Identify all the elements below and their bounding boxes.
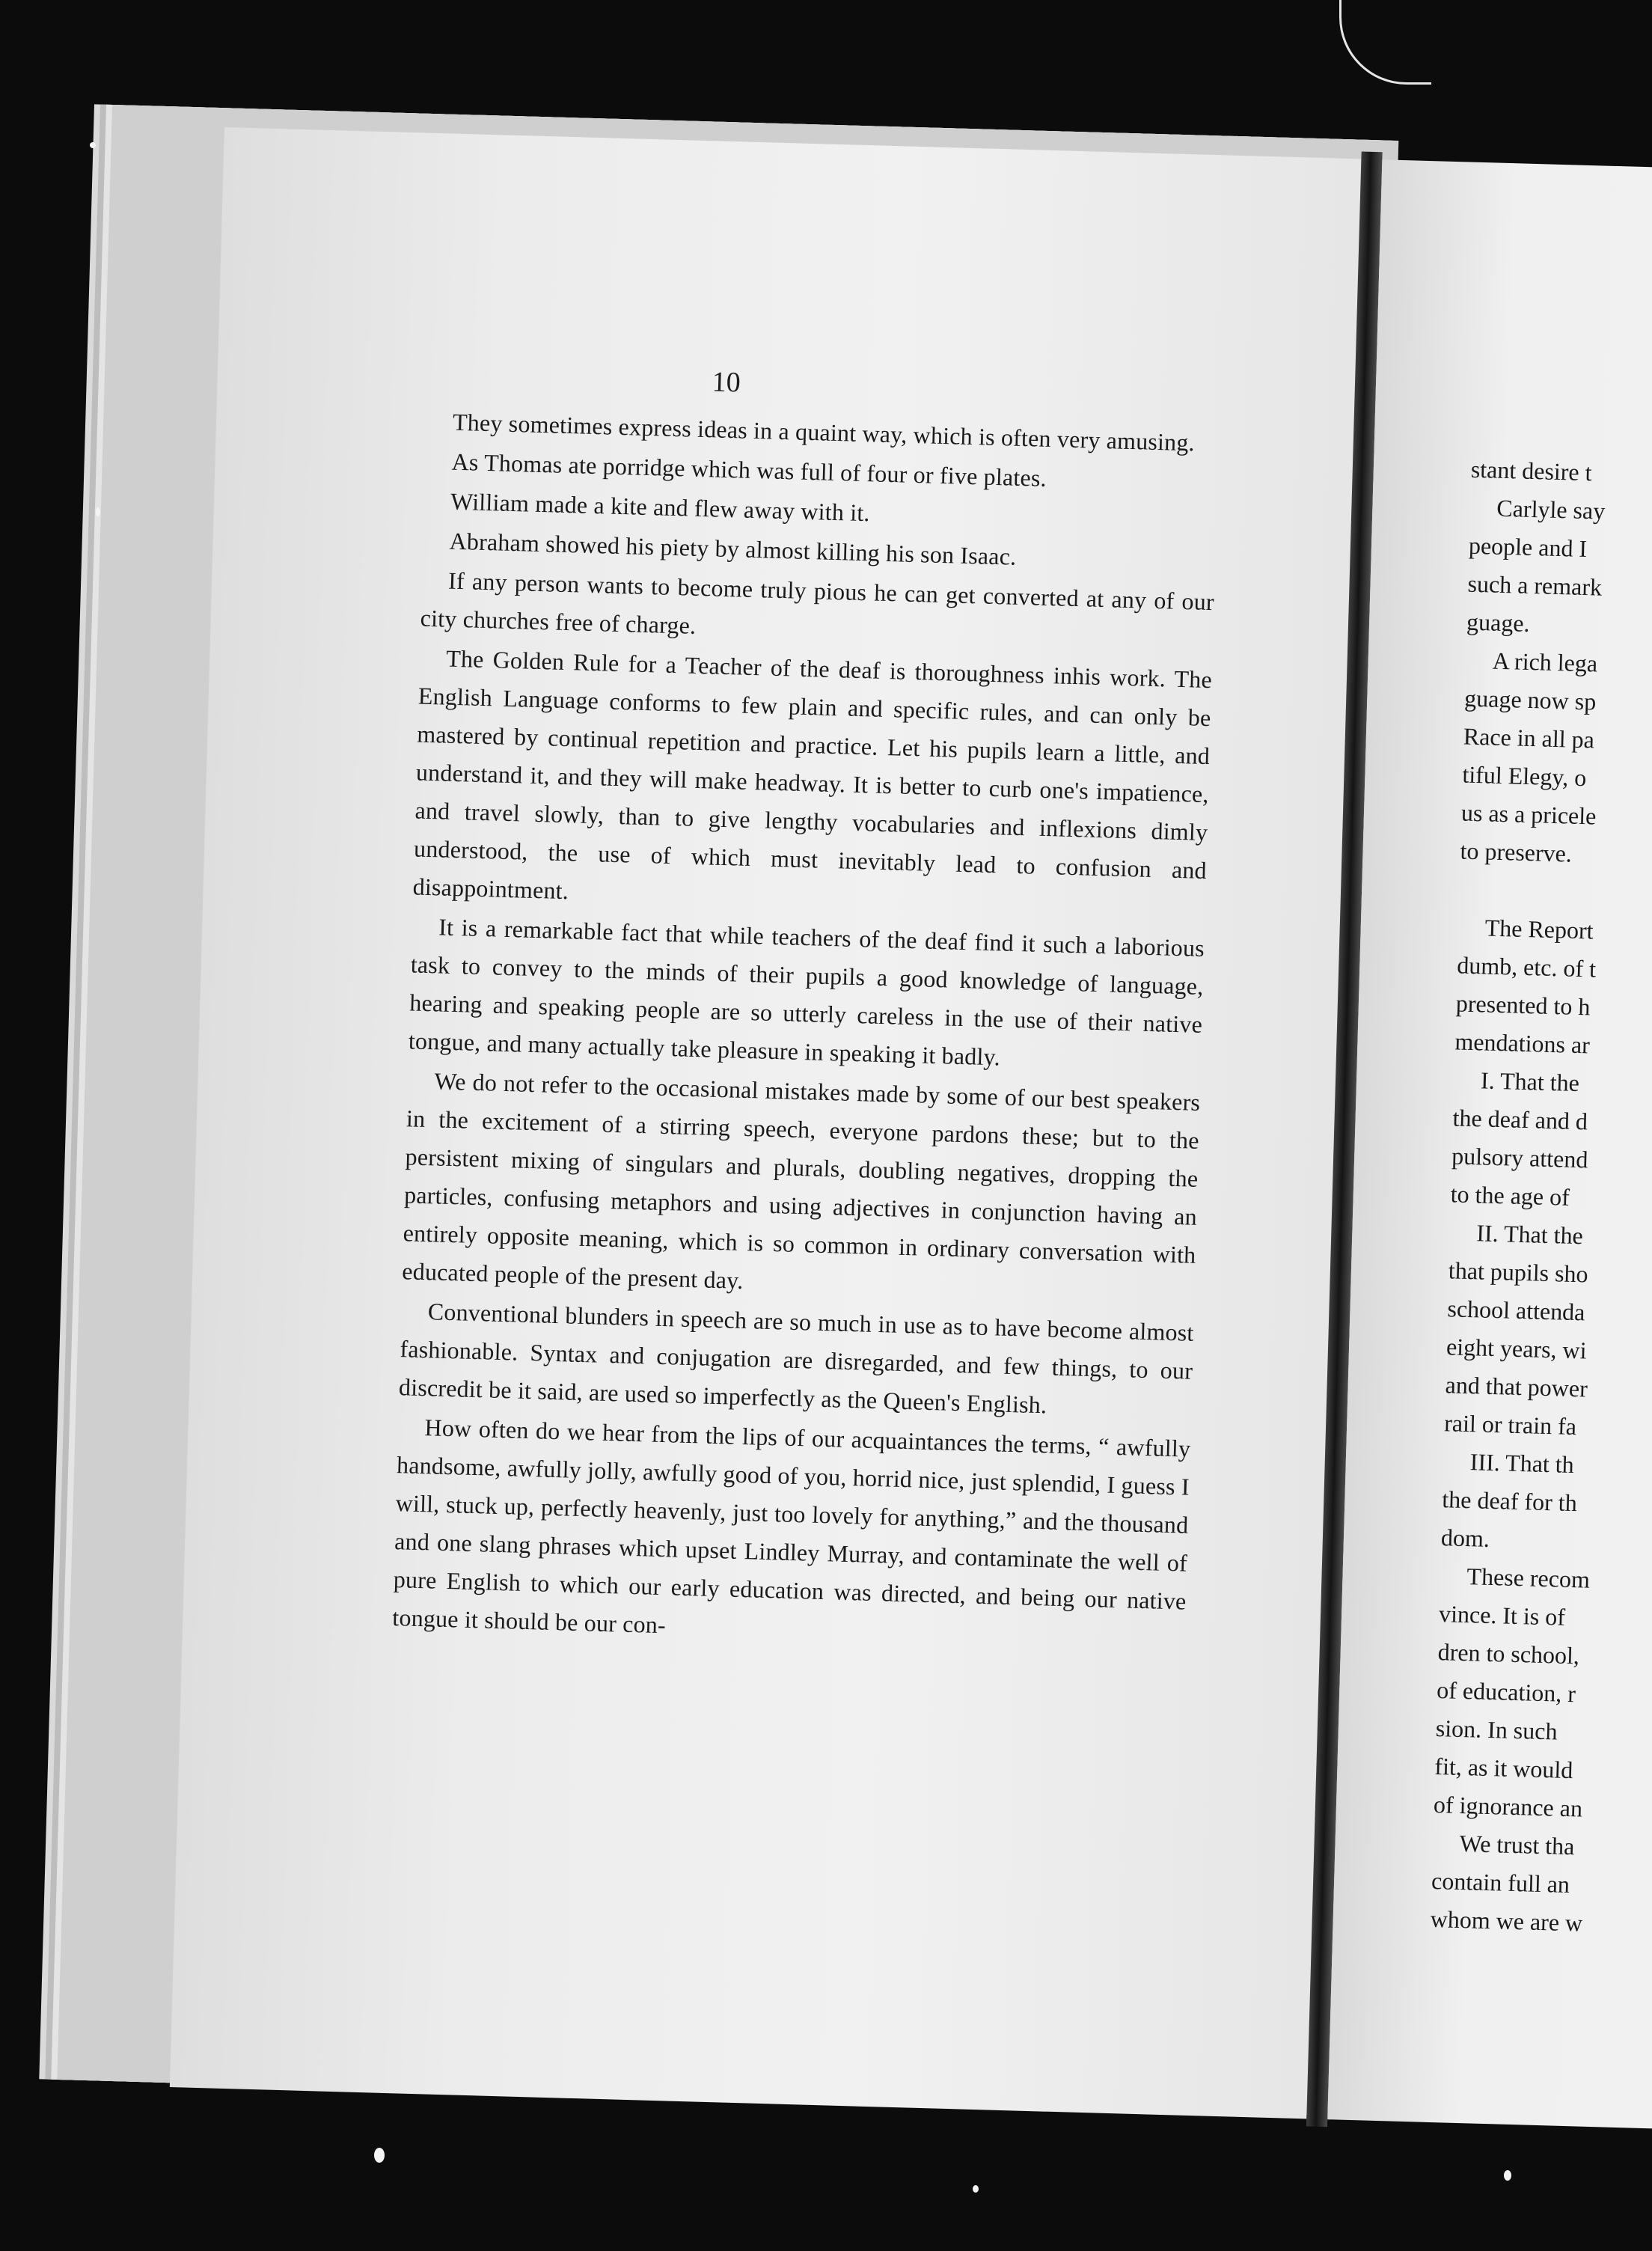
right-page-line: rail or train fa	[1443, 1409, 1577, 1441]
dust-speck	[90, 142, 96, 148]
right-page-line: whom we are w	[1430, 1905, 1583, 1937]
right-page-line: A rich lega	[1492, 647, 1598, 677]
dust-speck	[374, 2148, 385, 2163]
left-page-text	[392, 403, 1220, 1661]
dust-speck	[1504, 2170, 1511, 2181]
right-page-line: guage now sp	[1463, 684, 1597, 715]
paragraph: It is a remarkable fact that while teachers of the deaf find it such a laborious task to convey to the minds of their pupils a good knowledge of language, hearing and speaking people are so utterly careless in the use of their native tongue, and many actually take pleasure in speaking it badly.	[408, 913, 1205, 1071]
right-page-line: eight years, wi	[1446, 1333, 1588, 1364]
page-number: 10	[712, 366, 741, 399]
right-page-line: fit, as it would	[1434, 1753, 1573, 1784]
right-page-line: The Report	[1484, 914, 1594, 944]
right-page-line: dumb, etc. of t	[1456, 951, 1597, 983]
right-page-line: to the age of	[1450, 1180, 1570, 1211]
right-page-line: guage.	[1466, 608, 1531, 637]
right-page-line: the deaf and d	[1452, 1104, 1588, 1135]
right-page-line: mendations ar	[1454, 1027, 1591, 1059]
right-page-line: III. That th	[1469, 1448, 1575, 1479]
right-page-line: These recom	[1466, 1563, 1591, 1593]
right-page-line: presented to h	[1455, 989, 1591, 1021]
right-page-line: sion. In such	[1435, 1714, 1558, 1745]
right-page-line: dom.	[1440, 1524, 1490, 1552]
paragraph: As Thomas ate porridge which was full of four or five plates.	[451, 448, 1047, 492]
right-page-text	[1430, 450, 1652, 1951]
right-page-line: I. That the	[1480, 1066, 1580, 1097]
dust-speck	[96, 507, 100, 516]
right-page-line: We trust tha	[1459, 1829, 1575, 1860]
right-page-line: dren to school,	[1437, 1638, 1580, 1670]
paragraph: William made a kite and flew away with it.	[450, 487, 871, 527]
right-page-line: school attenda	[1447, 1295, 1585, 1326]
right-page-line: to preserve.	[1460, 837, 1573, 867]
right-page-line: II. That the	[1475, 1219, 1584, 1250]
right-page-line: such a remark	[1467, 569, 1603, 601]
right-page-line: and that power	[1445, 1371, 1588, 1402]
left-page	[170, 127, 1362, 2119]
right-page-line: contain full an	[1431, 1866, 1570, 1899]
hair-artifact	[1339, 0, 1431, 85]
paragraph: If any person wants to become truly pious he can get converted at any of our city churches free of charge.	[420, 566, 1215, 639]
right-page-line: the deaf for th	[1441, 1485, 1578, 1517]
paragraph: How often do we hear from the lips of our acquaintances the terms, “ awfully handsome, awfully jolly, awfully good of you, horrid nice, just splendid, I guess I will, stuck up, perfectly heavenly, just too lovely for anything,” and the thousand and one slang phrases which upset Lindley Murray, and contaminate the well of pure English to which our early education was directed, and being our native tongue it should be our con-	[391, 1414, 1191, 1639]
paragraph: Conventional blunders in speech are so much in use as to have become almost fashionable. Syntax and conjugation are disregarded, and few things, to our discredit be it said, are used so imperfectly as the Queen's English.	[398, 1298, 1195, 1419]
paragraph: They sometimes express ideas in a quaint way, which is often very amusing.	[452, 408, 1196, 456]
book-spread	[170, 127, 1652, 2129]
right-page-line: of education, r	[1436, 1676, 1576, 1708]
right-page-line: tiful Elegy, o	[1462, 760, 1587, 792]
paragraph: The Golden Rule for a Teacher of the deaf is thoroughness inhis work. The English Language conforms to few plain and specific rules, and can only be mastered by continual repetition and practice. Let his pupils learn a little, and understand it, and they will make headway. It is better to curb one's impatience, and travel slowly, than to give lengthy vocabularies and inflexions dimly understood, the use of which must inevitably lead to confusion and disappointment.	[412, 644, 1213, 905]
right-page-line: Carlyle say	[1496, 494, 1606, 525]
right-page-line: that pupils sho	[1448, 1256, 1589, 1288]
right-page-line: stant desire t	[1470, 455, 1593, 486]
right-page-line: of ignorance an	[1433, 1791, 1583, 1822]
right-page-line: people and I	[1468, 531, 1588, 563]
right-page-line: pulsory attend	[1451, 1142, 1588, 1173]
right-page	[1327, 159, 1652, 2132]
paragraph: Abraham showed his piety by almost killing his son Isaac.	[449, 527, 1017, 570]
paragraph: We do not refer to the occasional mistakes made by some of our best speakers in the excitement of a stirring speech, everyone pardons these; but to the persistent mixing of singulars and plurals, doubling negatives, dropping the particles, confusing metaphors and using adjectives in conjunction having an entirely opposite meaning, which is so common in ordinary conversation with educated people of the present day.	[401, 1067, 1201, 1294]
right-page-line: Race in all pa	[1463, 722, 1595, 754]
dust-speck	[973, 2185, 979, 2193]
right-page-line: us as a pricele	[1460, 798, 1597, 830]
right-page-line: vince. It is of	[1438, 1600, 1566, 1631]
